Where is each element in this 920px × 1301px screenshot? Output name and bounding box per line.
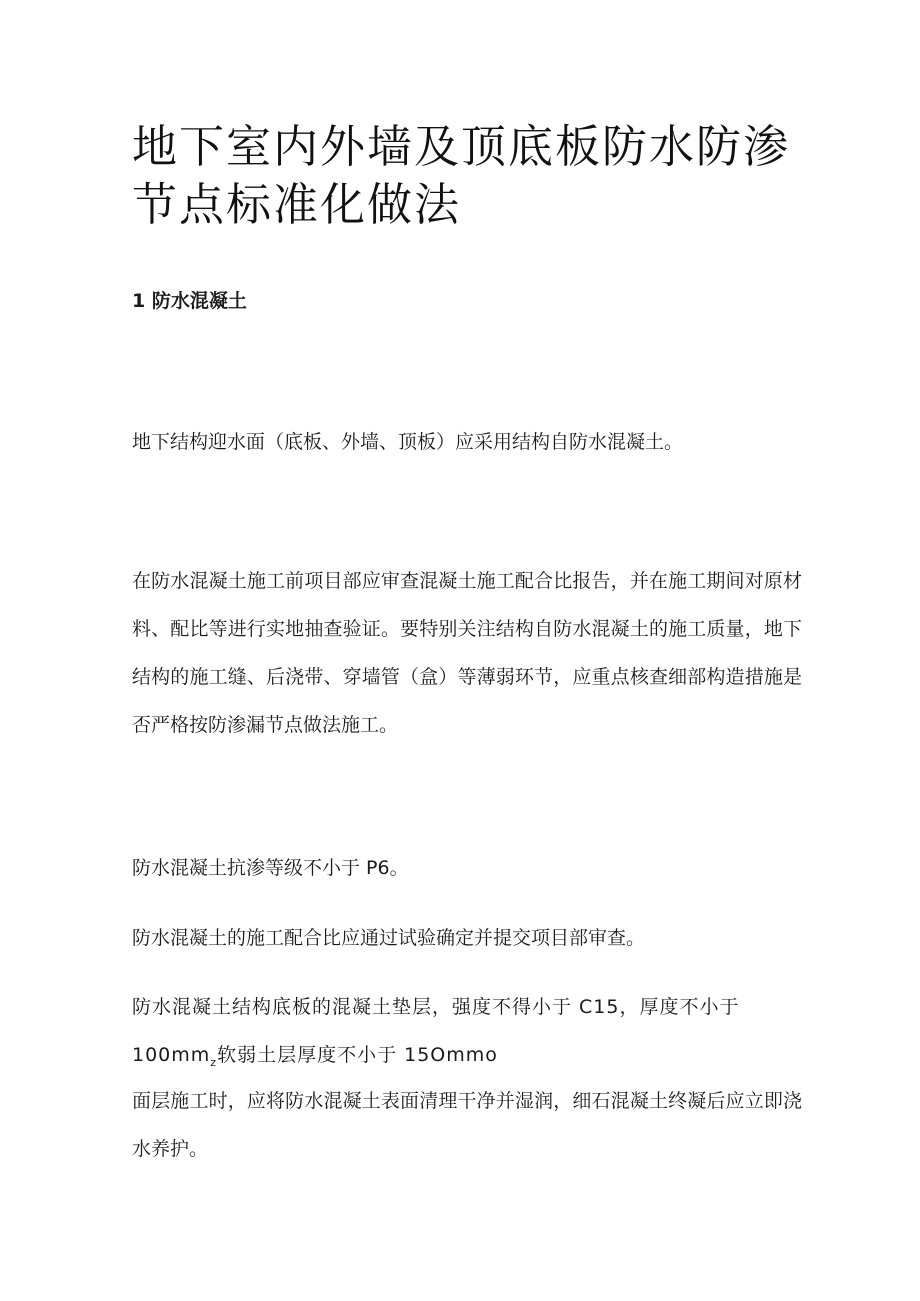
paragraph-surface-curing: 面层施工时，应将防水混凝土表面清理干净并湿润，细石混凝土终凝后应立即浇水养护。: [132, 1090, 802, 1160]
paragraph-mix-ratio: 防水混凝土的施工配合比应通过试验确定并提交项目部审查。: [132, 927, 646, 949]
cushion-line-2a: 100mm: [132, 1044, 211, 1066]
paragraph-waterproof-surface: 地下结构迎水面（底板、外墙、顶板）应采用结构自防水混凝土。: [132, 431, 684, 453]
section-heading: 1 防水混凝土: [132, 290, 247, 312]
document-title: 地下室内外墙及顶底板防水防渗节点标准化做法: [132, 120, 791, 231]
cushion-line-2b: 软弱土层厚度不小于 15Ommo: [217, 1044, 498, 1066]
paragraph-impermeability-grade: 防水混凝土抗渗等级不小于 P6。: [132, 857, 409, 879]
paragraph-cushion-layer: [132, 983, 802, 1087]
cushion-subscript: z: [210, 1055, 218, 1069]
cushion-line-1: 防水混凝土结构底板的混凝土垫层，强度不得小于 C15，厚度不小于: [132, 996, 740, 1018]
paragraph-construction-review: 在防水混凝土施工前项目部应审查混凝土施工配合比报告，并在施工期间对原材料、配比等进行实地抽查验证。要特别关注结构自防水混凝土的施工质量，地下结构的施工缝、后浇带、穿墙管（盒）等薄弱环节，应重点核查细部构造措施是否严格按防渗漏节点做法施工。: [132, 570, 802, 736]
